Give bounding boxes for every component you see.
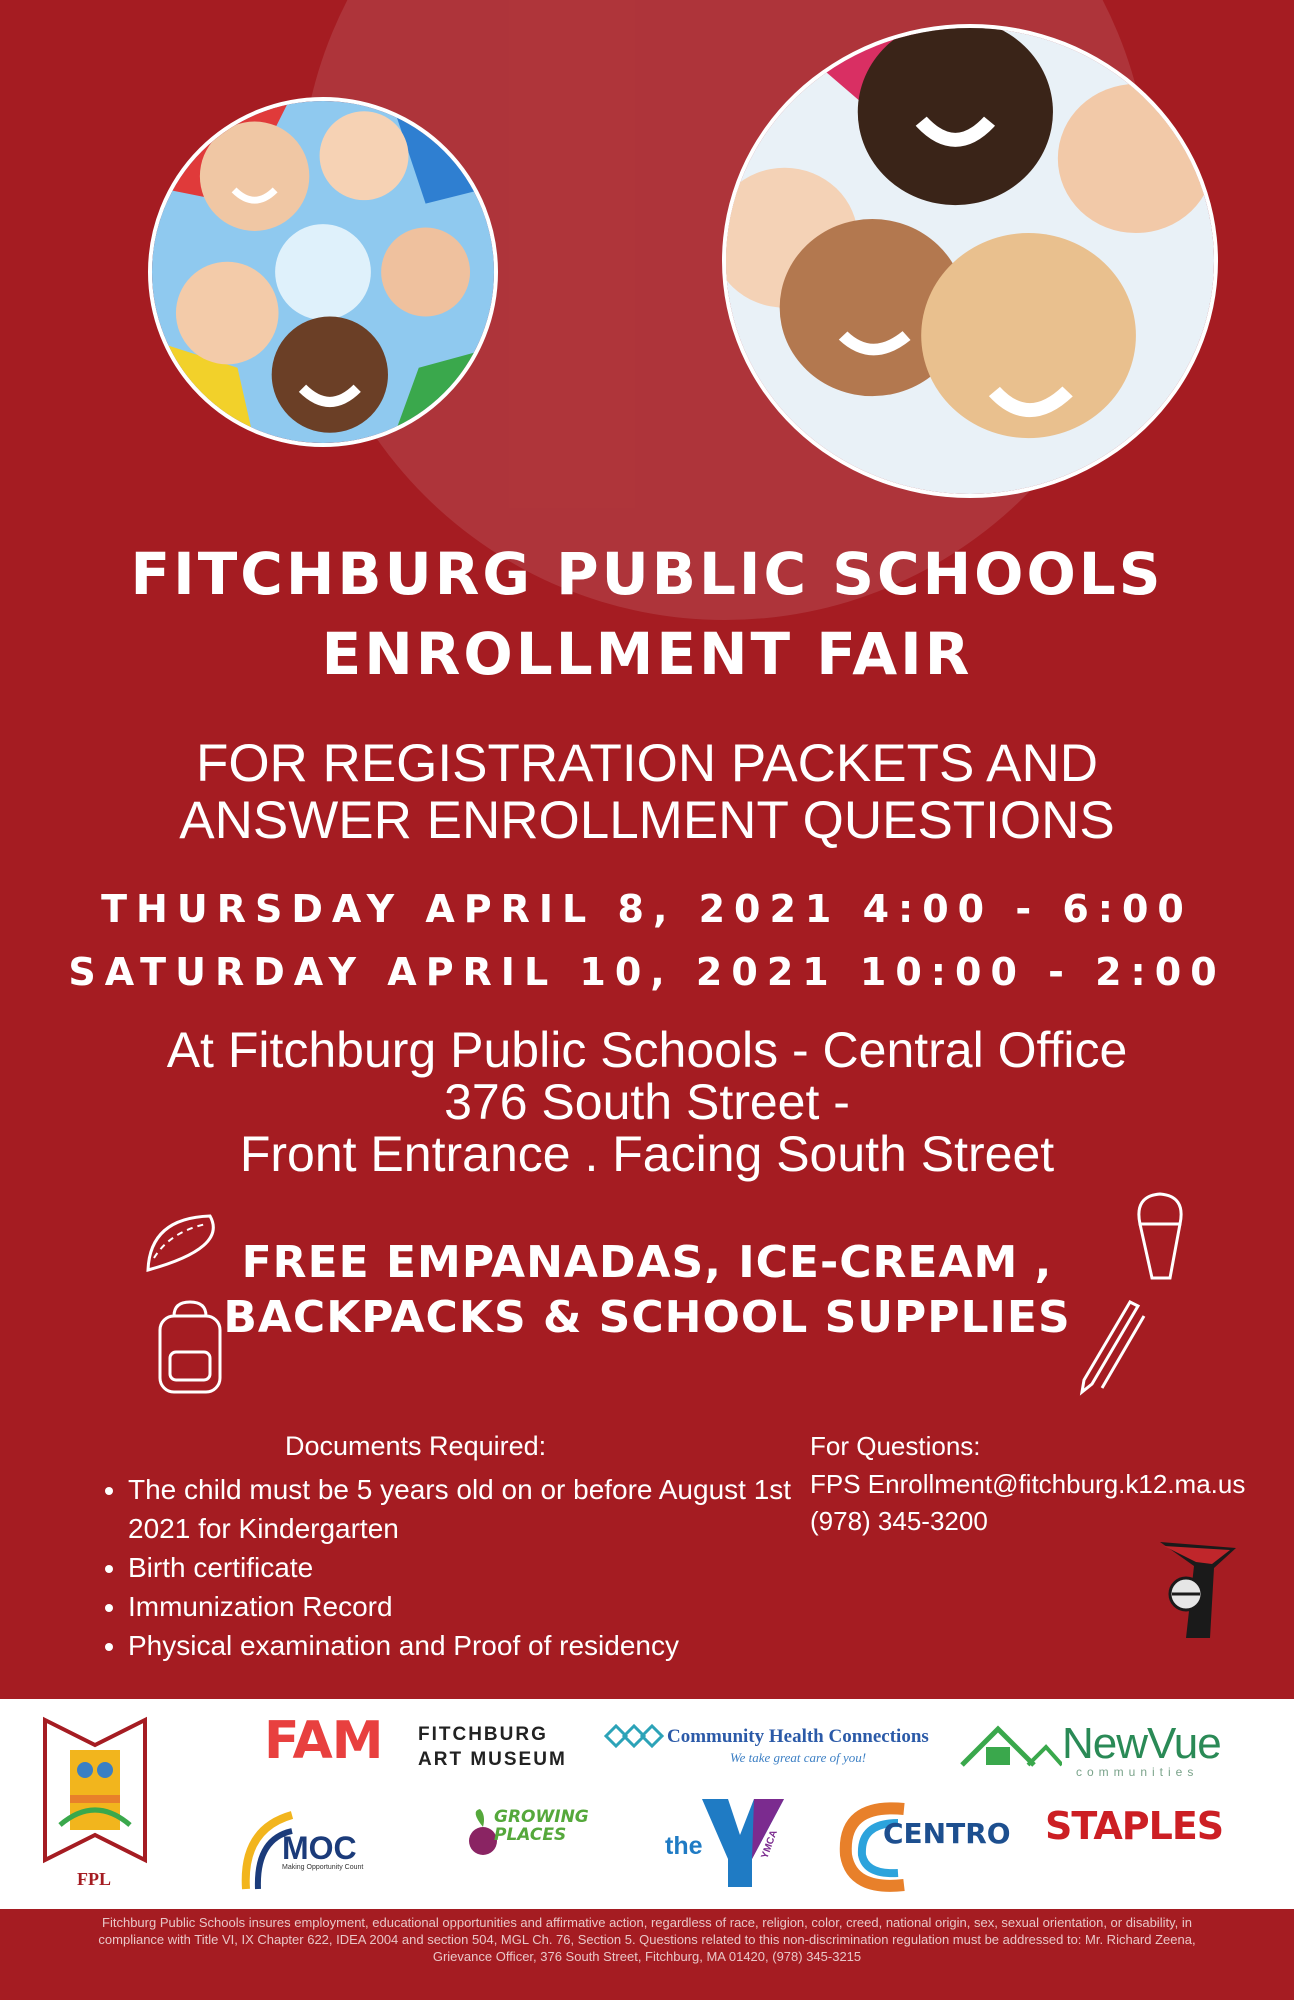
freebies-line-2: BACKPACKS & SCHOOL SUPPLIES — [223, 1292, 1071, 1343]
moc-logo-tagline: Making Opportunity Count — [282, 1864, 364, 1871]
subtitle-line-2: ANSWER ENROLLMENT QUESTIONS — [179, 791, 1115, 850]
newvue-logo-name: NewVue — [1062, 1719, 1221, 1768]
document-item: • Birth certificate — [128, 1548, 808, 1587]
growing-places-logo-name: GROWING PLACES — [494, 1807, 589, 1845]
children-photo-large — [722, 24, 1218, 498]
title-line-1: FITCHBURG PUBLIC SCHOOLS — [130, 540, 1164, 608]
ymca-logo-the: the — [665, 1832, 703, 1860]
contact-email[interactable]: FPS Enrollment@fitchburg.k12.ma.us — [810, 1469, 1246, 1499]
location-line-1: At Fitchburg Public Schools - Central Office — [166, 1022, 1128, 1078]
fam-logo-line-1: FITCHBURG — [418, 1724, 548, 1745]
chc-logo-icon — [604, 1721, 664, 1751]
chc-logo-name: Community Health Connections — [667, 1726, 929, 1747]
children-photo-small — [148, 97, 498, 447]
document-item: • Physical examination and Proof of residency — [128, 1626, 808, 1665]
document-item: • The child must be 5 years old on or before August 1st 2021 for Kindergarten — [128, 1470, 808, 1548]
fpl-logo — [40, 1715, 150, 1865]
freebies-line-1: FREE EMPANADAS, ICE-CREAM , — [241, 1237, 1053, 1288]
mascot-icon — [1150, 1538, 1242, 1644]
title-line-2: ENROLLMENT FAIR — [321, 620, 973, 688]
date-saturday: SATURDAY APRIL 10, 2021 10:00 - 2:00 — [68, 950, 1226, 994]
newvue-logo-icon — [958, 1715, 1062, 1771]
location-line-2: 376 South Street - — [444, 1074, 850, 1130]
ymca-logo-name: YMCA — [759, 1828, 780, 1861]
fam-logo-mark: FAM — [264, 1711, 383, 1771]
contact-heading: For Questions: — [810, 1431, 981, 1461]
contact-phone[interactable]: (978) 345-3200 — [810, 1506, 988, 1536]
location-line-3: Front Entrance . Facing South Street — [239, 1126, 1055, 1182]
date-thursday: THURSDAY APRIL 8, 2021 4:00 - 6:00 — [101, 887, 1193, 931]
moc-logo-name: MOC — [282, 1830, 357, 1866]
chc-logo-tagline: We take great care of you! — [730, 1750, 867, 1765]
documents-list — [96, 1470, 808, 1665]
fam-logo-line-2: ART MUSEUM — [418, 1749, 567, 1770]
non-discrimination-disclaimer: Fitchburg Public Schools insures employment, educational opportunities and affirmative action, regardless of race, religion, color, creed, national origin, sex, sexual orientation, or disability, in compliance with Title VI, IX Chapter 622, IDEA 2004 and section 504, MGL Ch. 76, Section 5. Questions related to this non-discrimination regulation must be addressed to: Mr. Richard Zeena, Grievance Officer, 376 South Street, Fitchburg, MA 01420, (978) 345-3215 — [98, 1915, 1196, 1964]
staples-logo-name: STAPLES — [1045, 1804, 1224, 1848]
centro-logo-name: CENTRO — [883, 1817, 1011, 1850]
fpl-logo-label: FPL — [77, 1869, 111, 1889]
documents-heading: Documents Required: — [285, 1431, 547, 1461]
newvue-logo-sub: communities — [1076, 1765, 1199, 1779]
subtitle-line-1: FOR REGISTRATION PACKETS AND — [195, 734, 1099, 793]
sponsor-logo-band — [0, 1699, 1294, 1909]
document-item: • Immunization Record — [128, 1587, 808, 1626]
